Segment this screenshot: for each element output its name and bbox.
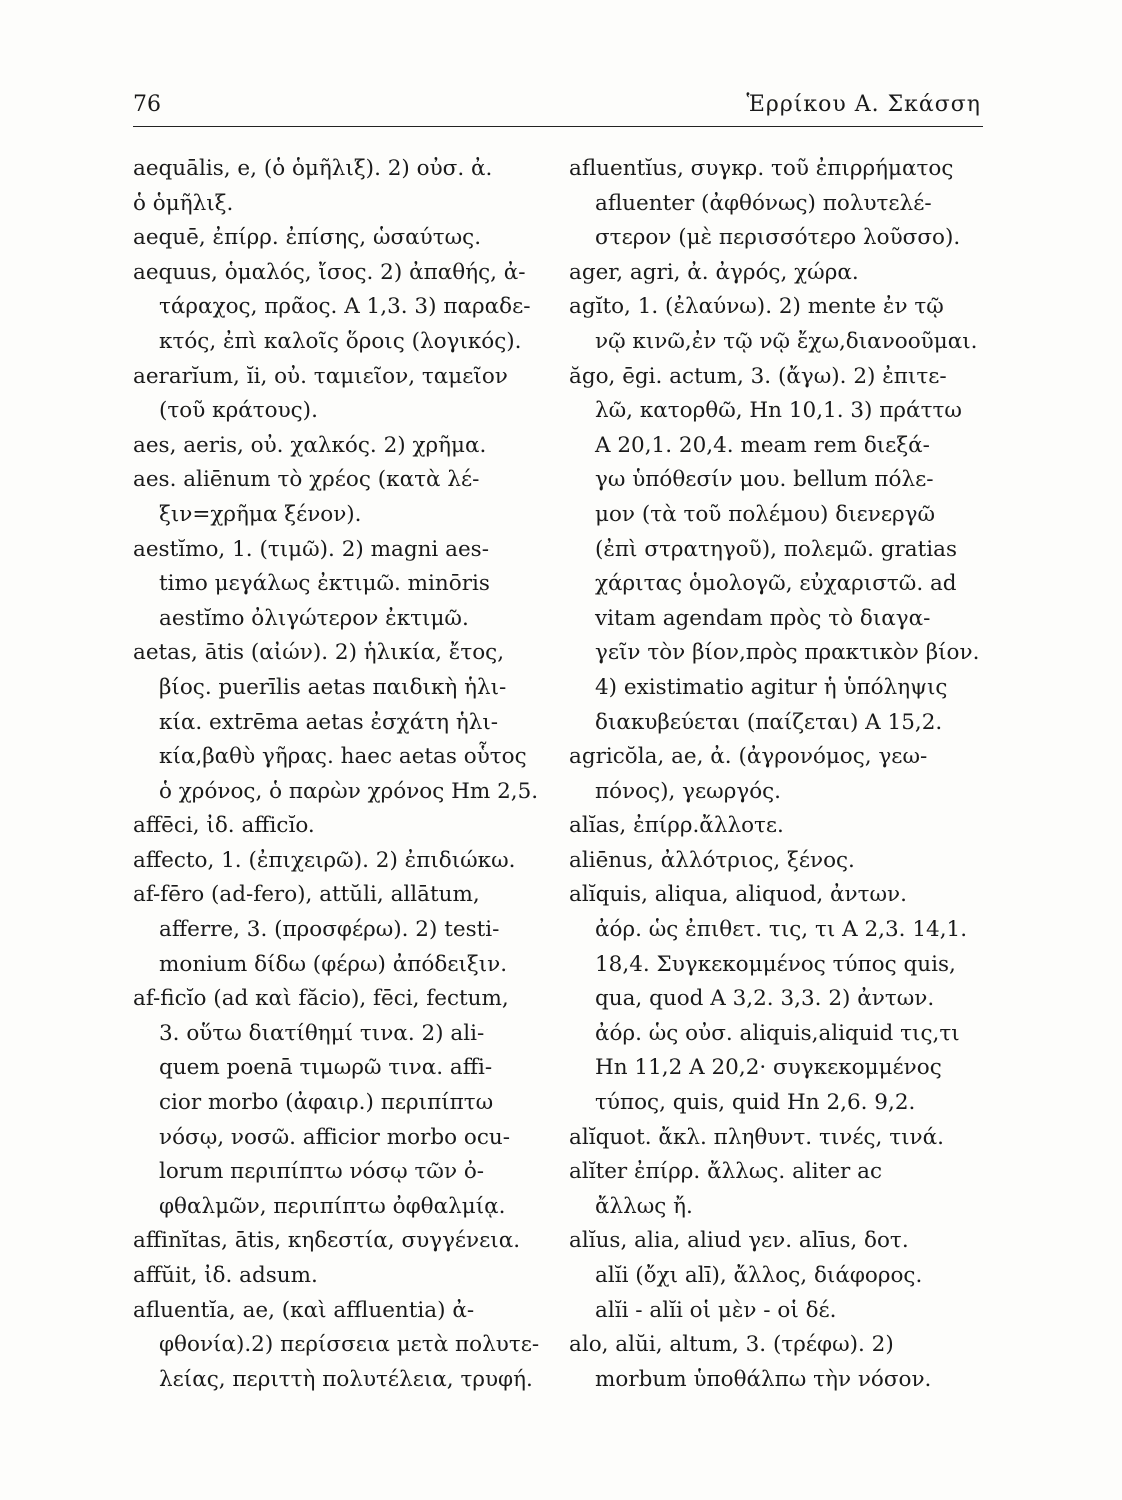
entry-line: qua, quod Α 3,2. 3,3. 2) ἀντων. bbox=[595, 986, 935, 1012]
page-header bbox=[133, 86, 983, 127]
entry-line: 18,4. Συγκεκομμένος τύπος quis, bbox=[595, 951, 956, 977]
entry-line: ὁ χρόνος, ὁ παρὼν χρόνος Hm 2,5. bbox=[159, 778, 539, 804]
entry-line: ἀόρ. ὡς οὐσ. aliquis,aliquid τις,τι bbox=[595, 1020, 960, 1046]
entry-line: alĭquis, aliqua, aliquod, ἀντων. bbox=[569, 882, 907, 908]
entry-line: aes. aliēnum τὸ χρέος (κατὰ λέ- bbox=[133, 467, 480, 493]
entry-line: morbum ὑποθάλπω τὴν νόσον. bbox=[595, 1366, 932, 1392]
entry-line: alĭter ἐπίρρ. ἄλλως. aliter ac bbox=[569, 1159, 883, 1185]
entry-line: (τοῦ κράτους). bbox=[159, 398, 318, 424]
entry-line: affinĭtas, ātis, κηδεστία, συγγένεια. bbox=[133, 1228, 521, 1254]
entry-line: πόνος), γεωργός. bbox=[595, 778, 782, 804]
entry-line: γω ὑπόθεσίν μου. bellum πόλε- bbox=[595, 467, 934, 493]
entry-line: af-ficĭo (ad καὶ făcio), fēci, fectum, bbox=[133, 986, 509, 1012]
entry-line: aerarĭum, ĭi, οὐ. ταμιεῖον, ταμεῖον bbox=[133, 363, 508, 389]
entry-line: vitam agendam πρὸς τὸ διαγα- bbox=[595, 605, 931, 631]
left-column bbox=[133, 152, 540, 1397]
entry-line: aestĭmo, 1. (τιμῶ). 2) magni aes- bbox=[133, 536, 489, 562]
entry-line: afluentĭus, συγκρ. τοῦ ἐπιρρήματος bbox=[569, 156, 954, 181]
entry-line: alĭi - alĭi οἱ μὲν - οἱ δέ. bbox=[595, 1297, 837, 1323]
entry-line: διακυβεύεται (παίζεται) Α 15,2. bbox=[595, 709, 943, 735]
entry-line: φθονία).2) περίσσεια μετὰ πολυτε- bbox=[159, 1332, 540, 1358]
entry-line: aequus, ὁμαλός, ἴσος. 2) ἀπαθής, ἀ- bbox=[133, 259, 526, 285]
entry-line: afluentĭa, ae, (καὶ affluentia) ἀ- bbox=[133, 1297, 475, 1323]
entry-line: Hn 11,2 Α 20,2· συγκεκομμένος bbox=[595, 1055, 942, 1081]
entry-line: λῶ, κατορθῶ, Hn 10,1. 3) πράττω bbox=[595, 398, 962, 424]
entry-line: χάριτας ὁμολογῶ, εὐχαριστῶ. ad bbox=[595, 571, 957, 597]
entry-line: 3. οὕτω διατίθημί τινα. 2) ali- bbox=[159, 1020, 485, 1046]
entry-line: agricŏla, ae, ἀ. (ἀγρονόμος, γεω- bbox=[569, 744, 928, 770]
entry-line: alo, alŭi, altum, 3. (τρέφω). 2) bbox=[569, 1332, 894, 1358]
entry-line: afluenter (ἀφθόνως) πολυτελέ- bbox=[595, 190, 932, 216]
entry-line: affēci, ἰδ. afficĭo. bbox=[133, 813, 315, 839]
entry-line: μον (τὰ τοῦ πολέμου) διενεργῶ bbox=[595, 501, 935, 527]
entry-line: τύπος, quis, quid Hn 2,6. 9,2. bbox=[595, 1090, 916, 1116]
running-head: Ἑρρίκου Α. Σκάσση bbox=[746, 92, 981, 117]
entry-line: alĭquot. ἄκλ. πληθυντ. τινές, τινά. bbox=[569, 1124, 944, 1150]
entry-line: cior morbo (ἀφαιρ.) περιπίπτω bbox=[159, 1090, 494, 1116]
entry-line: στερον (μὲ περισσότερο λοῦσσο). bbox=[595, 225, 961, 251]
entry-line: alĭus, alia, aliud γεν. alīus, δοτ. bbox=[569, 1228, 909, 1254]
entry-line: βίος. puerīlis aetas παιδικὴ ἡλι- bbox=[159, 674, 507, 700]
entry-line: affecto, 1. (ἐπιχειρῶ). 2) ἐπιδιώκω. bbox=[133, 847, 516, 873]
entry-line: τάραχος, πρᾶος. Α 1,3. 3) παραδε- bbox=[159, 294, 531, 320]
entry-line: aestĭmo ὀλιγώτερον ἐκτιμῶ. bbox=[159, 605, 469, 631]
entry-line: γεῖν τὸν βίον,πρὸς πρακτικὸν βίον. bbox=[595, 640, 980, 666]
entry-line: agĭto, 1. (ἐλαύνω). 2) mente ἐν τῷ bbox=[569, 294, 944, 320]
entry-line: ξιν=χρῆμα ξένον). bbox=[159, 501, 362, 527]
entry-line: 4) existimatio agitur ἡ ὑπόληψις bbox=[595, 674, 948, 700]
entry-line: alĭas, ἐπίρρ.ἄλλοτε. bbox=[569, 813, 784, 839]
entry-line: af-fēro (ad-fero), attŭli, allātum, bbox=[133, 882, 480, 908]
entry-line: alĭi (ὄχι alī), ἄλλος, διάφορος. bbox=[595, 1263, 923, 1288]
entry-line: affŭit, ἰδ. adsum. bbox=[133, 1263, 318, 1288]
right-column bbox=[569, 152, 999, 1397]
entry-line: ăgo, ēgi. actum, 3. (ἄγω). 2) ἐπιτε- bbox=[569, 363, 947, 389]
entry-line: ager, agri, ἀ. ἀγρός, χώρα. bbox=[569, 259, 859, 285]
entry-line: νόσῳ, νοσῶ. afficior morbo ocu- bbox=[159, 1124, 510, 1150]
entry-line: ἄλλως ἤ. bbox=[595, 1193, 693, 1219]
page-number: 76 bbox=[133, 92, 161, 117]
entry-line: aequālis, e, (ὁ ὁμῆλιξ). 2) οὐσ. ἀ. bbox=[133, 156, 493, 181]
entry-line: ὁ ὁμῆλιξ. bbox=[133, 190, 234, 216]
entry-line: aliēnus, ἀλλότριος, ξένος. bbox=[569, 847, 855, 873]
entry-line: κία,βαθὺ γῆρας. haec aetas οὗτος bbox=[159, 744, 527, 770]
entry-line: λείας, περιττὴ πολυτέλεια, τρυφή. bbox=[159, 1366, 533, 1392]
entry-line: aes, aeris, οὐ. χαλκός. 2) χρῆμα. bbox=[133, 432, 487, 458]
entry-line: Α 20,1. 20,4. meam rem διεξά- bbox=[595, 432, 930, 458]
entry-line: κτός, ἐπὶ καλοῖς ὅροις (λογικός). bbox=[159, 328, 522, 354]
entry-line: νῷ κινῶ,ἐν τῷ νῷ ἔχω,διανοοῦμαι. bbox=[595, 328, 978, 354]
entry-line: aetas, ātis (αἰών). 2) ἡλικία, ἔτος, bbox=[133, 640, 505, 666]
entry-line: ἀόρ. ὡς ἐπιθετ. τις, τι Α 2,3. 14,1. bbox=[595, 917, 968, 943]
entry-line: afferre, 3. (προσφέρω). 2) testi- bbox=[159, 917, 500, 943]
entry-line: φθαλμῶν, περιπίπτω ὀφθαλμίᾳ. bbox=[159, 1193, 506, 1219]
entry-line: (ἐπὶ στρατηγοῦ), πολεμῶ. gratias bbox=[595, 536, 957, 562]
entry-line: timo μεγάλως ἐκτιμῶ. minōris bbox=[159, 571, 490, 597]
entry-line: κία. extrēma aetas ἐσχάτη ἡλι- bbox=[159, 709, 499, 735]
entry-line: quem poenā τιμωρῶ τινα. affi- bbox=[159, 1055, 493, 1081]
entry-line: lorum περιπίπτω νόσῳ τῶν ὀ- bbox=[159, 1159, 485, 1185]
entry-line: monium δίδω (φέρω) ἀπόδειξιν. bbox=[159, 951, 508, 977]
entry-line: aequē, ἐπίρρ. ἐπίσης, ὡσαύτως. bbox=[133, 225, 482, 251]
